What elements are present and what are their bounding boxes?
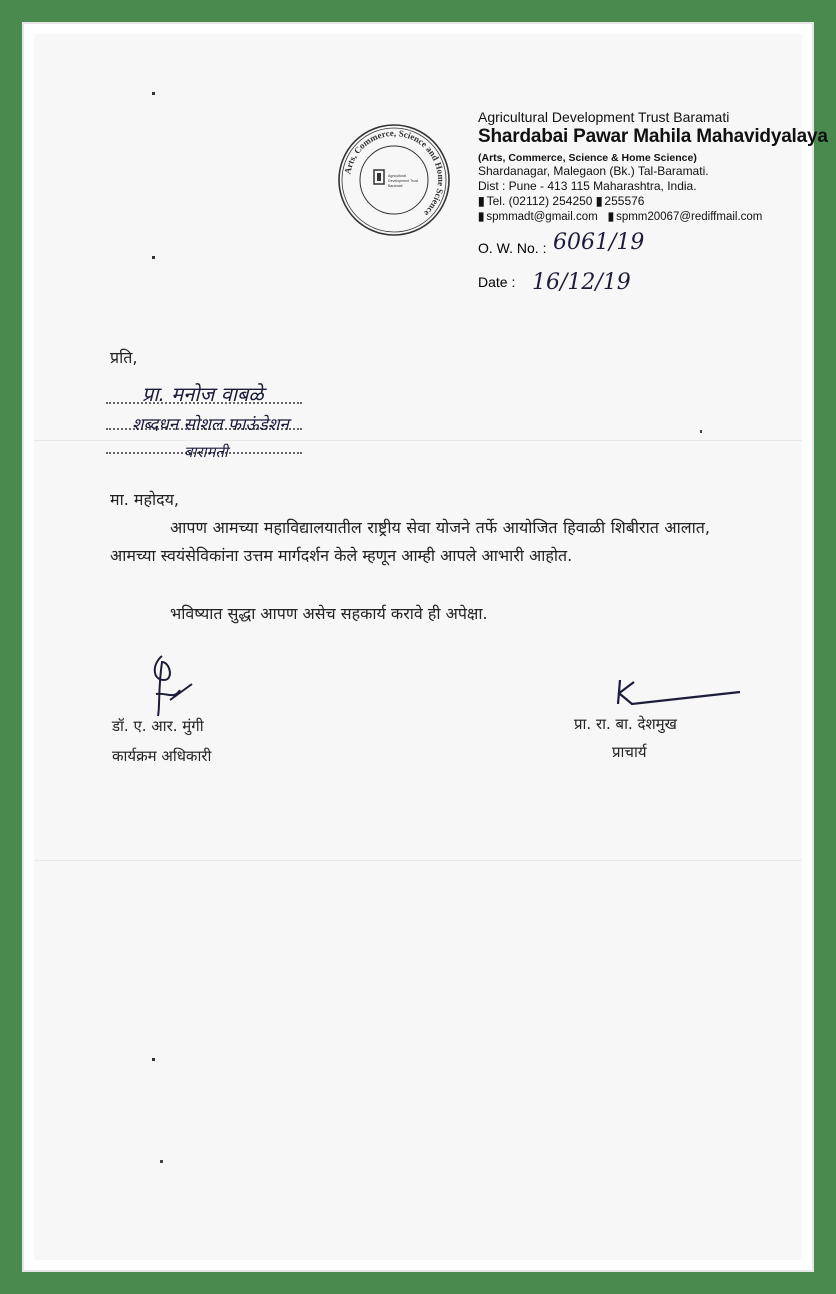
recipient-organisation: शब्दधन सोशल फाऊंडेशन bbox=[132, 415, 289, 435]
ow-value: 6061/19 bbox=[553, 230, 645, 255]
email-2-wrap bbox=[608, 209, 763, 223]
scan-speck bbox=[152, 92, 155, 95]
email-1-wrap bbox=[478, 209, 598, 223]
email-line bbox=[478, 209, 828, 223]
paper-fold bbox=[34, 860, 802, 861]
prati-label: प्रति, bbox=[110, 348, 138, 367]
trust-name: Agricultural Development Trust Baramati bbox=[478, 109, 730, 125]
letterhead bbox=[478, 108, 828, 223]
left-signature bbox=[140, 650, 210, 720]
paper-fold bbox=[34, 440, 802, 441]
date-value: 16/12/19 bbox=[532, 270, 631, 295]
svg-text:Agricultural: Agricultural bbox=[388, 174, 406, 178]
college-name: Shardabai Pawar Mahila Mahavidyalaya bbox=[478, 126, 828, 147]
email-icon: ▮ bbox=[607, 211, 615, 223]
telephone-1: Tel. (02112) 254250 bbox=[486, 194, 593, 208]
svg-text:Baramati: Baramati bbox=[388, 184, 403, 188]
seal-ring-text: Arts, Commerce, Science and Home Science bbox=[342, 127, 447, 219]
address-line-2: Dist : Pune - 413 115 Maharashtra, India. bbox=[478, 179, 697, 193]
address-line-1: Shardanagar, Malegaon (Bk.) Tal-Baramati. bbox=[478, 164, 709, 178]
right-signatory-role: प्राचार्य bbox=[612, 743, 647, 761]
letter-paragraph-2: भविष्यात सुद्धा आपण असेच सहकार्य करावे ही अपेक्षा. bbox=[170, 604, 488, 623]
date-label: Date : bbox=[478, 274, 516, 290]
outward-number bbox=[478, 240, 546, 256]
right-signature bbox=[612, 672, 744, 712]
left-signatory-role: कार्यक्रम अधिकारी bbox=[112, 747, 212, 765]
left-signatory-name: डॉ. ए. आर. मुंगी bbox=[112, 717, 204, 735]
phone-icon: ▮ bbox=[595, 194, 603, 208]
right-signatory-name: प्रा. रा. बा. देशमुख bbox=[574, 715, 677, 733]
email-1: spmmadt@gmail.com bbox=[486, 211, 598, 223]
scan-speck bbox=[152, 1058, 155, 1061]
email-2: spmm20067@rediffmail.com bbox=[616, 211, 763, 223]
salutation: मा. महोदय, bbox=[110, 490, 179, 509]
scan-speck bbox=[152, 256, 155, 259]
telephone-line bbox=[478, 194, 828, 209]
email-icon: ▮ bbox=[478, 211, 485, 223]
college-seal bbox=[336, 122, 452, 238]
phone-icon: ▮ bbox=[478, 194, 485, 208]
scan-speck bbox=[700, 430, 702, 433]
svg-text:Development Trust: Development Trust bbox=[388, 179, 419, 183]
recipient-city: बारामती bbox=[184, 443, 228, 461]
recipient-name: प्रा. मनोज वाबळे bbox=[142, 382, 264, 406]
ow-label: O. W. No. : bbox=[478, 240, 547, 256]
telephone-2: 255576 bbox=[604, 194, 645, 208]
letter-paragraph-1: आपण आमच्या महाविद्यालयातील राष्ट्रीय सेवा योजने तर्फे आयोजित हिवाळी शिबीरात आलात, आमच्या स्वयंसेविकांना उत्तम मार्गदर्शन केले म्हणून आम्ही आपले आभारी आहोत. bbox=[110, 518, 710, 565]
scan-speck bbox=[160, 1160, 163, 1163]
college-streams: (Arts, Commerce, Science & Home Science) bbox=[478, 152, 697, 164]
